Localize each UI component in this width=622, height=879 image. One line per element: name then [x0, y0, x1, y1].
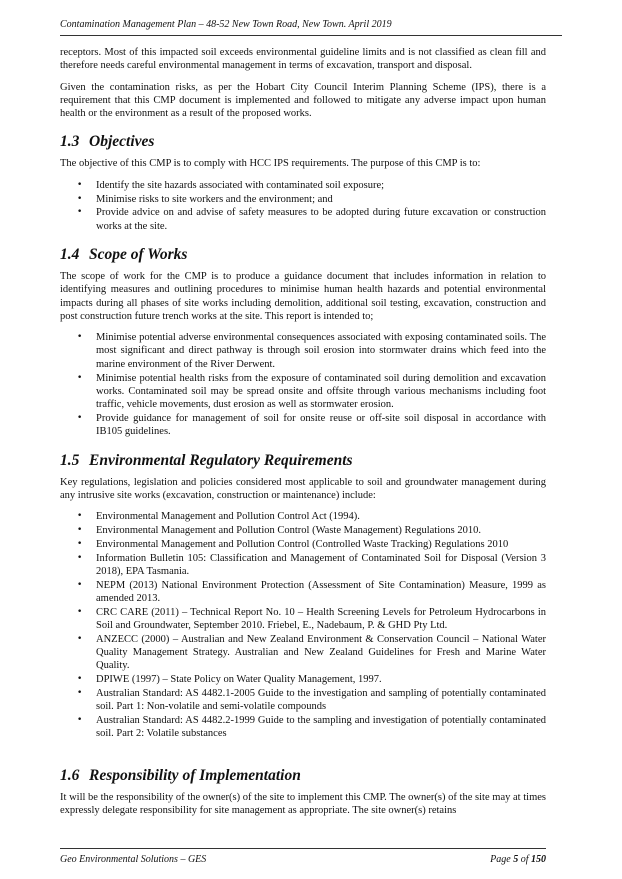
running-header: Contamination Management Plan – 48-52 New Town Road, New Town. April 2019 [60, 18, 562, 36]
section-number: 1.4 [60, 245, 80, 263]
list-item: • Provide advice on and advise of safety measures to be adopted during future excavation or construction works at the site. [60, 206, 546, 233]
list-item: • Environmental Management and Pollution Control Act (1994). [60, 510, 546, 523]
intro-paragraph-1: receptors. Most of this impacted soil exceeds environmental guideline limits and is not classified as clean fill and therefore needs careful environmental management in terms of excavation, transport and disposal. [60, 47, 546, 72]
list-item: • Australian Standard: AS 4482.2-1999 Guide to the sampling and investigation of potentially contaminated soil. Part 2: Volatile substances [60, 714, 546, 741]
total-pages: 150 [531, 854, 546, 865]
responsibility-intro: It will be the responsibility of the owner(s) of the site to implement this CMP. The owner(s) of the site may at times expressly delegate responsibility for site management as appropriate. The site owner(s) retains [60, 791, 546, 816]
section-title: Responsibility of Implementation [89, 766, 301, 784]
list-item: • Australian Standard: AS 4482.1-2005 Guide to the investigation and sampling of potentially contaminated soil. Part 1: Non-volatile and semi-volatile compounds [60, 687, 546, 714]
section-title: Scope of Works [89, 245, 188, 263]
section-number: 1.5 [60, 451, 80, 469]
scope-list [60, 331, 546, 438]
scope-intro: The scope of work for the CMP is to produce a guidance document that includes information in relation to identifying measures and outlining procedures to minimise human health hazards and potential environmental impacts during all phases of site works including demolition, additional soil testing, excavation, construction and post construction future trench works at the site. This report is intended to; [60, 270, 546, 322]
section-title: Objectives [89, 133, 155, 151]
regulatory-list [60, 510, 546, 741]
page-number [490, 853, 546, 866]
objectives-intro: The objective of this CMP is to comply with HCC IPS requirements. The purpose of this CMP is to: [60, 158, 481, 170]
section-number: 1.6 [60, 766, 80, 784]
page-prefix: Page [490, 854, 514, 865]
list-item: • CRC CARE (2011) – Technical Report No. 10 – Health Screening Levels for Petroleum Hydrocarbons in Soil and Groundwater, September 2010. Friebel, E., Nadebaum, P. & GHD Pty Ltd. [60, 606, 546, 633]
list-item: • Environmental Management and Pollution Control (Controlled Waste Tracking) Regulations 2010 [60, 538, 546, 551]
list-item: • ANZECC (2000) – Australian and New Zealand Environment & Conservation Council – National Water Quality Management Strategy. Australian and New Zealand Guidelines for Fresh and Marine Water Quality. [60, 633, 546, 673]
heading-responsibility [60, 767, 546, 785]
heading-regulatory-requirements [60, 452, 546, 470]
list-item: • Information Bulletin 105: Classification and Management of Contaminated Soil for Disposal (Version 3 2018), EPA Tasmania. [60, 552, 546, 579]
list-item: • NEPM (2013) National Environment Protection (Assessment of Site Contamination) Measure, 1999 as amended 2013. [60, 579, 546, 606]
list-item: • DPIWE (1997) – State Policy on Water Quality Management, 1997. [60, 673, 546, 686]
regulatory-intro: Key regulations, legislation and policies considered most applicable to soil and groundwater management during any intrusive site works (excavation, construction or maintenance) include: [60, 476, 546, 501]
objectives-list [60, 179, 546, 233]
page-of: of [518, 854, 531, 865]
footer-company: Geo Environmental Solutions – GES [60, 854, 207, 865]
page-footer [60, 848, 546, 866]
list-item: • Identify the site hazards associated with contaminated soil exposure; [60, 179, 546, 192]
heading-objectives [60, 133, 546, 151]
page-content [60, 46, 546, 825]
list-item: • Minimise potential health risks from the exposure of contaminated soil during demolition and excavation works. Contaminated soil may be spread onsite and offsite through various mechanisms including foot traffic, vehicle movements, dust erosion as well as stormwater erosion. [60, 372, 546, 412]
intro-paragraph-2: Given the contamination risks, as per the Hobart City Council Interim Planning Scheme (IPS), there is a requirement that this CMP document is implemented and followed to mitigate any adverse impact upon human health or the environment as a result of the proposed works. [60, 81, 546, 120]
section-number: 1.3 [60, 133, 80, 151]
list-item: • Minimise potential adverse environmental consequences associated with exposing contaminated soils. The most significant and direct pathway is through soil erosion into stormwater drains which feed into the marine environment of the River Derwent. [60, 331, 546, 371]
list-item: • Minimise risks to site workers and the environment; and [60, 193, 546, 206]
current-page: 5 [513, 854, 519, 865]
list-item: • Provide guidance for management of soil for onsite reuse or off-site soil disposal in accordance with IB105 guidelines. [60, 412, 546, 439]
list-item: • Environmental Management and Pollution Control (Waste Management) Regulations 2010. [60, 524, 546, 537]
heading-scope-of-works [60, 246, 546, 264]
section-title: Environmental Regulatory Requirements [89, 451, 353, 469]
